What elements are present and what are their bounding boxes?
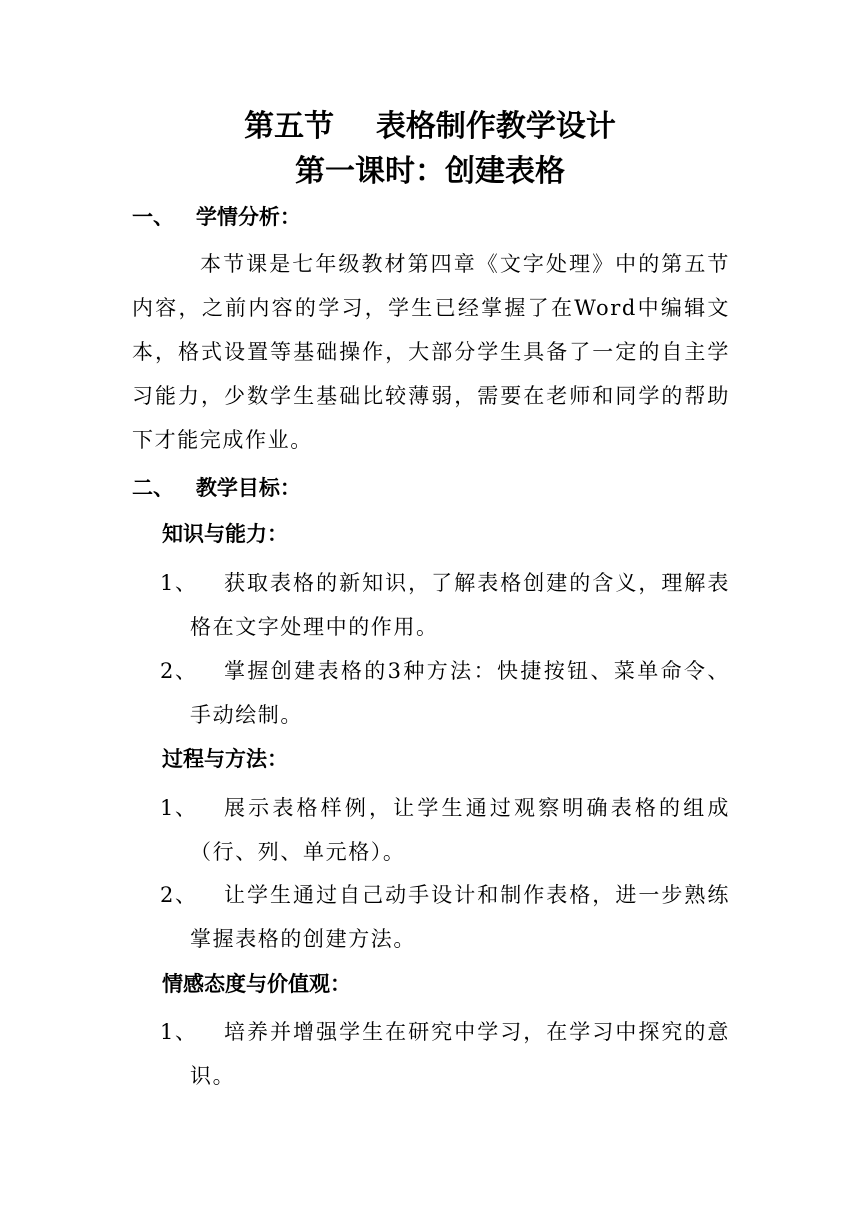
section-heading-teaching-goals: 二、 教学目标：: [132, 476, 301, 500]
learning-analysis-paragraph: 本节课是七年级教材第四章《文字处理》中的第五节内容，之前内容的学习，学生已经掌握了在Word中编辑文本，格式设置等基础操作，大部分学生具备了一定的自主学习能力，少数学生基础比较薄弱，需要在老师和同学的帮助下才能完成作业。: [132, 252, 730, 452]
list-item-text: 获取表格的新知识，了解表格创建的含义，理解表格在文字处理中的作用。: [190, 571, 730, 639]
document-subtitle: 第一课时：创建表格: [295, 154, 565, 189]
list-item-text: 展示表格样例，让学生通过观察明确表格的组成（行、列、单元格）。: [190, 796, 730, 864]
list-item-number: 1、: [160, 571, 198, 595]
list-item-number: 1、: [160, 796, 198, 820]
list-item: [160, 786, 730, 874]
list-item-number: 1、: [160, 1020, 198, 1044]
list-item-text: 让学生通过自己动手设计和制作表格，进一步熟练掌握表格的创建方法。: [190, 883, 730, 951]
list-item: [160, 1010, 730, 1098]
subheading-knowledge-ability: 知识与能力：: [162, 522, 288, 546]
document-title: 第五节 表格制作教学设计: [244, 109, 616, 144]
list-item: [160, 561, 730, 649]
list-item-number: 2、: [160, 883, 198, 907]
list-item-text: 掌握创建表格的3种方法：快捷按钮、菜单命令、手动绘制。: [190, 659, 730, 727]
list-item: [160, 649, 730, 737]
list-item-number: 2、: [160, 659, 198, 683]
subheading-emotion-values: 情感态度与价值观：: [162, 972, 351, 996]
list-item: [160, 873, 730, 961]
section-heading-learning-analysis: 一、 学情分析：: [132, 205, 301, 229]
list-item-text: 培养并增强学生在研究中学习，在学习中探究的意识。: [190, 1020, 730, 1088]
subheading-process-method: 过程与方法：: [162, 747, 288, 771]
